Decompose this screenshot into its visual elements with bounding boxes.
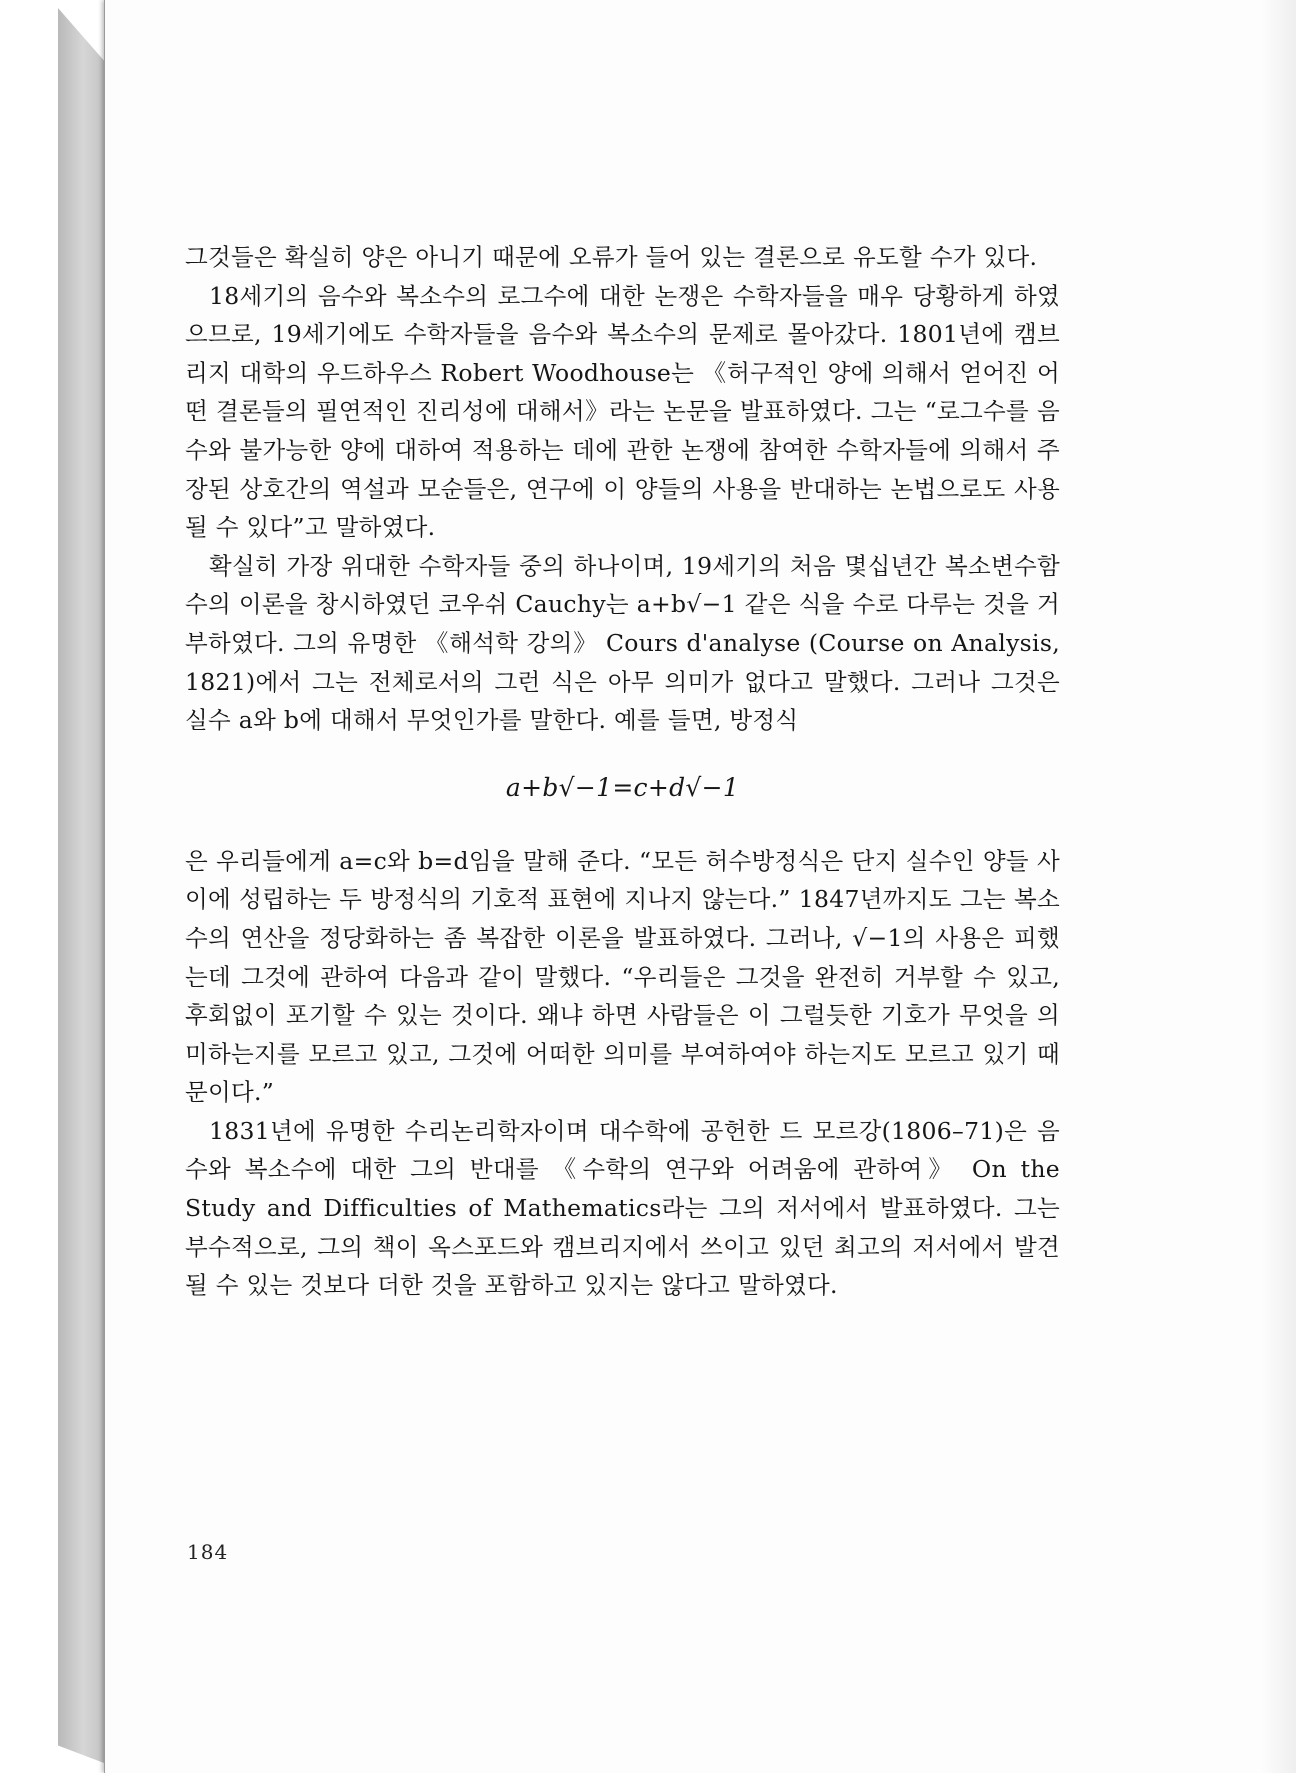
equation: a+b√−1=c+d√−1 — [505, 772, 740, 802]
paragraph-3: 확실히 가장 위대한 수학자들 중의 하나이며, 19세기의 처음 몇십년간 복소변수함수의 이론을 창시하였던 코우쉬 Cauchy는 a+b√−1 같은 식을 수로 다루는 것을 거부하였다. 그의 유명한 《해석학 강의》 Cours d'analyse (Course on Analysis, 1821)에서 그는 전체로서의 그런 식은 아무 의미가 없다고 말했다. 그러나 그것은 실수 a와 b에 대해서 무엇인가를 말한다. 예를 들면, 방정식 — [185, 551, 1060, 735]
book-spine — [58, 8, 104, 1763]
paragraph-1: 그것들은 확실히 양은 아니기 때문에 오류가 들어 있는 결론으로 유도할 수가 있다. — [185, 243, 1038, 271]
paragraph-4: 은 우리들에게 a=c와 b=d임을 말해 준다. “모든 허수방정식은 단지 실수인 양들 사이에 성립하는 두 방정식의 기호적 표현에 지나지 않는다.” 1847년까지도 그는 복소수의 연산을 정당화하는 좀 복잡한 이론을 발표하였다. 그러나, √−1의 사용은 피했는데 그것에 관하여 다음과 같이 말했다. “우리들은 그것을 완전히 거부할 수 있고, 후회없이 포기할 수 있는 것이다. 왜냐 하면 사람들은 이 그럴듯한 기호가 무엇을 의미하는지를 모르고 있고, 그것에 어떠한 의미를 부여하여야 하는지도 모르고 있기 때문이다.” — [185, 846, 1060, 1107]
paragraph-2: 18세기의 음수와 복소수의 로그수에 대한 논쟁은 수학자들을 매우 당황하게 하였으므로, 19세기에도 수학자들을 음수와 복소수의 문제로 몰아갔다. 1801년에 캠브리지 대학의 우드하우스 Robert Woodhouse는 《허구적인 양에 의해서 얻어진 어떤 결론들의 필연적인 진리성에 대해서》라는 논문을 발표하였다. 그는 “로그수를 음수와 불가능한 양에 대하여 적용하는 데에 관한 논쟁에 참여한 수학자들에 의해서 주장된 상호간의 역설과 모순들은, 연구에 이 양들의 사용을 반대하는 논법으로도 사용될 수 있다”고 말하였다. — [185, 281, 1060, 542]
page-edge — [1261, 0, 1296, 1773]
page-number: 184 — [187, 1540, 229, 1564]
paragraph-5: 1831년에 유명한 수리논리학자이며 대수학에 공헌한 드 모르강(1806–71)은 음수와 복소수에 대한 그의 반대를 《수학의 연구와 어려움에 관하여》 On the Study and Difficulties of Mathematics라는 그의 저서에서 발표하였다. 그는 부수적으로, 그의 책이 옥스포드와 캠브리지에서 쓰이고 있던 최고의 저서에서 발견될 수 있는 것보다 더한 것을 포함하고 있지는 않다고 말하였다. — [185, 1116, 1060, 1300]
body-text — [185, 238, 1060, 1305]
